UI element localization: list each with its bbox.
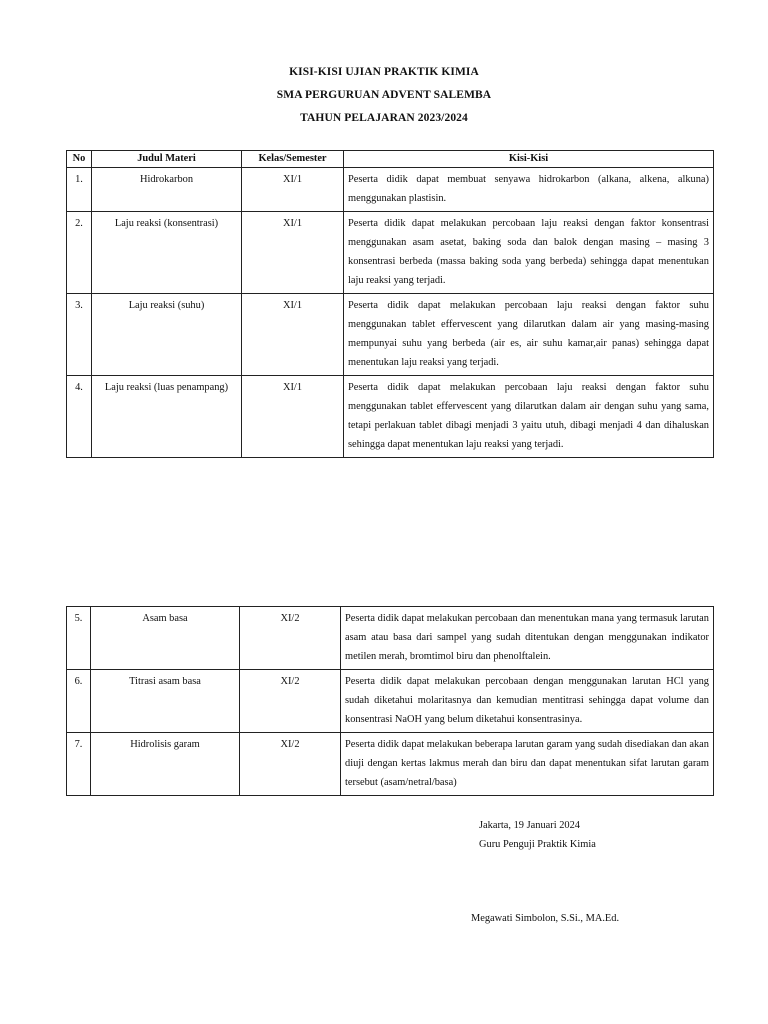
cell-kelas: XI/1 <box>242 376 344 458</box>
cell-kelas: XI/2 <box>240 607 341 670</box>
document-title: KISI-KISI UJIAN PRAKTIK KIMIA <box>289 66 479 78</box>
cell-judul: Asam basa <box>91 607 240 670</box>
column-header-kisi: Kisi-Kisi <box>344 151 714 168</box>
cell-judul: Titrasi asam basa <box>91 670 240 733</box>
cell-kisi: Peserta didik dapat melakukan percobaan laju reaksi dengan faktor konsentrasi menggunakan asam asetat, baking soda dan balok dengan masing – masing 3 konsentrasi berbeda (massa baking soda yang berbeda) sehingga dapat menentukan laju reaksi yang terjadi. <box>344 212 714 294</box>
cell-judul: Laju reaksi (suhu) <box>92 294 242 376</box>
cell-no: 7. <box>67 733 91 796</box>
cell-kelas: XI/2 <box>240 670 341 733</box>
cell-kelas: XI/2 <box>240 733 341 796</box>
column-header-kelas: Kelas/Semester <box>242 151 344 168</box>
cell-kelas: XI/1 <box>242 168 344 212</box>
signature-place-date: Jakarta, 19 Januari 2024 <box>479 820 580 831</box>
column-header-judul: Judul Materi <box>92 151 242 168</box>
table-row <box>67 733 714 796</box>
table-row <box>67 294 714 376</box>
table-row <box>67 670 714 733</box>
cell-kisi: Peserta didik dapat membuat senyawa hidrokarbon (alkana, alkena, alkuna) menggunakan plastisin. <box>344 168 714 212</box>
signature-name: Megawati Simbolon, S.Si., MA.Ed. <box>471 913 620 924</box>
cell-judul: Laju reaksi (luas penampang) <box>92 376 242 458</box>
table-row <box>67 376 714 458</box>
cell-no: 2. <box>67 212 92 294</box>
table-row <box>67 607 714 670</box>
cell-judul: Laju reaksi (konsentrasi) <box>92 212 242 294</box>
cell-no: 3. <box>67 294 92 376</box>
kisi-table-part1 <box>66 150 714 458</box>
cell-kisi: Peserta didik dapat melakukan beberapa larutan garam yang sudah disediakan dan akan diuji dengan kertas lakmus merah dan biru dan dapat menentukan sifat larutan garam tersebut (asam/netral/basa) <box>341 733 714 796</box>
school-name: SMA PERGURUAN ADVENT SALEMBA <box>276 89 492 101</box>
cell-no: 6. <box>67 670 91 733</box>
cell-kisi: Peserta didik dapat melakukan percobaan laju reaksi dengan faktor suhu menggunakan tablet effervescent yang dilarutkan dalam air dengan suhu yang sama, tetapi perlakuan tablet dibagi menjadi 3 yaitu utuh, dibagi menjadi 4 dan dihaluskan sehingga dapat menentukan laju reaksi yang terjadi. <box>344 376 714 458</box>
cell-no: 5. <box>67 607 91 670</box>
cell-kisi: Peserta didik dapat melakukan percobaan dan menentukan mana yang termasuk larutan asam atau basa dari sampel yang sudah ditentukan dengan menggunakan indikator metilen merah, bromtimol biru dan phenolftalein. <box>341 607 714 670</box>
table-row <box>67 212 714 294</box>
table-row <box>67 168 714 212</box>
table-header-row <box>67 151 714 168</box>
cell-judul: Hidrolisis garam <box>91 733 240 796</box>
cell-no: 4. <box>67 376 92 458</box>
cell-kelas: XI/1 <box>242 212 344 294</box>
cell-kisi: Peserta didik dapat melakukan percobaan dengan menggunakan larutan HCl yang sudah diketahui molaritasnya dan kemudian mentitrasi sehingga dapat volume dan konsentrasi NaOH yang belum diketahui konsentrasinya. <box>341 670 714 733</box>
cell-judul: Hidrokarbon <box>92 168 242 212</box>
academic-year: TAHUN PELAJARAN 2023/2024 <box>300 112 468 124</box>
cell-kisi: Peserta didik dapat melakukan percobaan laju reaksi dengan faktor suhu menggunakan tablet effervescent yang dilarutkan dalam air yang masing-masing mempunyai suhu yang berbeda (air es, air suhu kamar,air panas) sehingga dapat menentukan laju reaksi yang terjadi. <box>344 294 714 376</box>
cell-no: 1. <box>67 168 92 212</box>
cell-kelas: XI/1 <box>242 294 344 376</box>
column-header-no: No <box>67 151 92 168</box>
signature-role: Guru Penguji Praktik Kimia <box>479 839 596 850</box>
kisi-table-part2 <box>66 606 714 796</box>
